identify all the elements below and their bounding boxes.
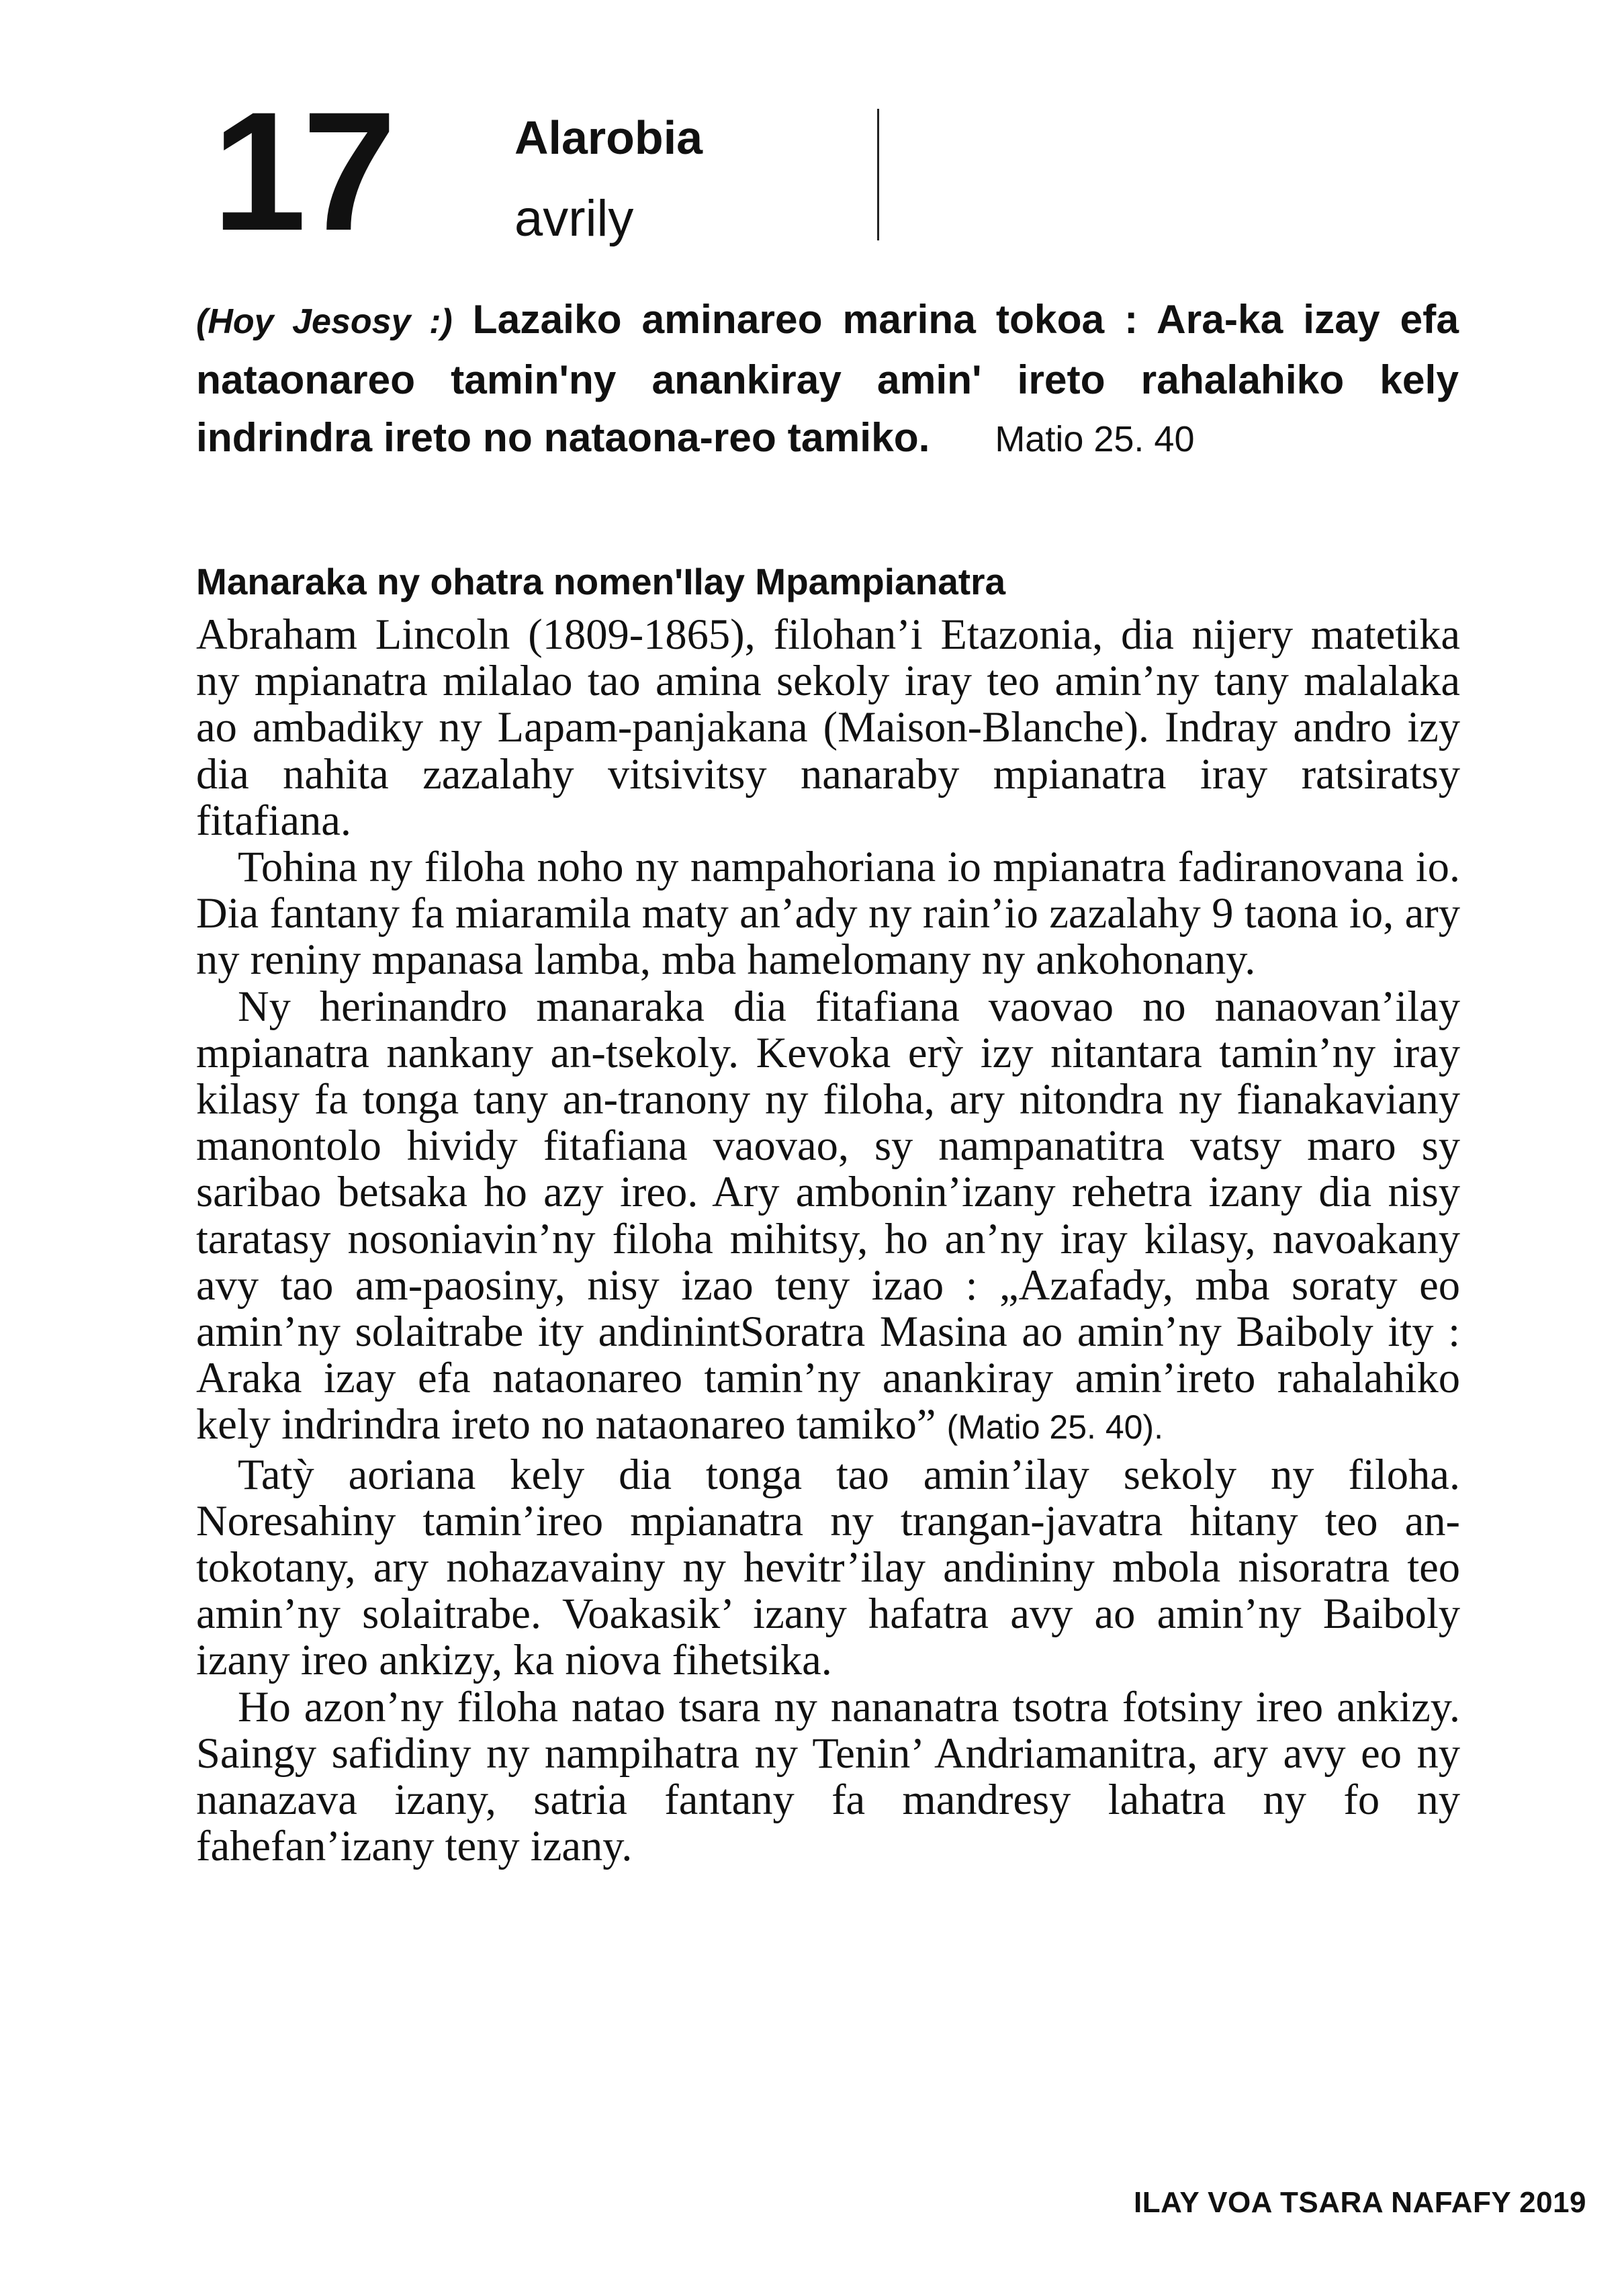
- paragraph-2: Tohina ny filoha noho ny nampahoriana io mpianatra fadiranovana io. Dia fantany fa miaramila maty an’ady ny rain’io zazalahy 9 taona io, ary ny reniny mpanasa lamba, mba hamelomany ny ankohonany.: [196, 843, 1460, 984]
- paragraph-1: Abraham Lincoln (1809-1865), filohan’i Etazonia, dia nijery matetika ny mpianatra milalao tao amina sekoly iray teo amin’ny tany malalaka ao ambadiky ny Lapam-panjakana (Maison-Blanche). Indray andro izy dia nahita zazalahy vitsivitsy nanaraby mpianatra iray ratsiratsy fitafiana.: [196, 610, 1460, 844]
- article-title: Manaraka ny ohatra nomen'Ilay Mpampianatra: [196, 561, 1006, 602]
- month-label: avrily: [514, 190, 634, 247]
- paragraph-3: [196, 983, 1460, 1451]
- verse-speaker: (Hoy Jesosy :): [196, 302, 453, 341]
- paragraph-4: Tatỳ aoriana kely dia tonga tao amin’ilay sekoly ny filoha. Noresahiny tamin’ireo mpianatra ny trangan-javatra hitany teo an-tokotany, ary nohazavainy ny hevitr’ilay andininy mbola nisoratra teo amin’ny solaitrabe. Voakasik’ izany hafatra avy ao amin’ny Baiboly izany ireo ankizy, ka niova fihetsika.: [196, 1450, 1460, 1684]
- paragraph-3-text: Ny herinandro manaraka dia fitafiana vaovao no nanaovan’ilay mpianatra nankany an-tsekoly. Kevoka erỳ izy nitantara tamin’ny iray kilasy fa tonga tany an-tranony ny filoha, ary nitondra ny fianakaviany manontolo hividy fitafiana vaovao, sy nampanatitra vatsy maro sy saribao betsaka ho azy ireo. Ary ambonin’izany rehetra izany dia nisy taratasy nosoniavin’ny filoha mihitsy, ho an’ny iray kilasy, navoakany avy tao am-paosiny, nisy izao teny izao : „Azafady, mba soraty eo amin’ny solaitrabe ity andinintSoratra Masina ao amin’ny Baiboly ity : Araka izay efa nataonareo tamin’ny anankiray amin’ireto rahalahiko kely indrindra ireto no nataonareo tamiko”: [196, 982, 1460, 1449]
- weekday-label: Alarobia: [514, 111, 703, 164]
- verse-text: Lazaiko aminareo marina tokoa : Ara-ka izay efa nataonareo tamin'ny anankiray amin' ireto rahalahiko kely indrindra ireto no nataona-reo tamiko.: [196, 296, 1459, 460]
- verse-reference: Matio 25. 40: [995, 419, 1195, 459]
- daily-verse: [196, 290, 1459, 468]
- header-divider: [877, 109, 879, 240]
- day-number: 17: [212, 77, 393, 266]
- article-body: [196, 611, 1460, 1869]
- paragraph-5: Ho azon’ny filoha natao tsara ny nananatra tsotra fotsiny ireo ankizy. Saingy safidiny ny nampihatra ny Tenin’ Andriamanitra, ary avy eo ny nanazava izany, satria fantany fa mandresy lahatra ny fo ny fahefan’izany teny izany.: [196, 1682, 1460, 1870]
- inline-reference: (Matio 25. 40).: [946, 1408, 1163, 1447]
- publication-footer: ILAY VOA TSARA NAFAFY 2019: [1133, 2186, 1586, 2219]
